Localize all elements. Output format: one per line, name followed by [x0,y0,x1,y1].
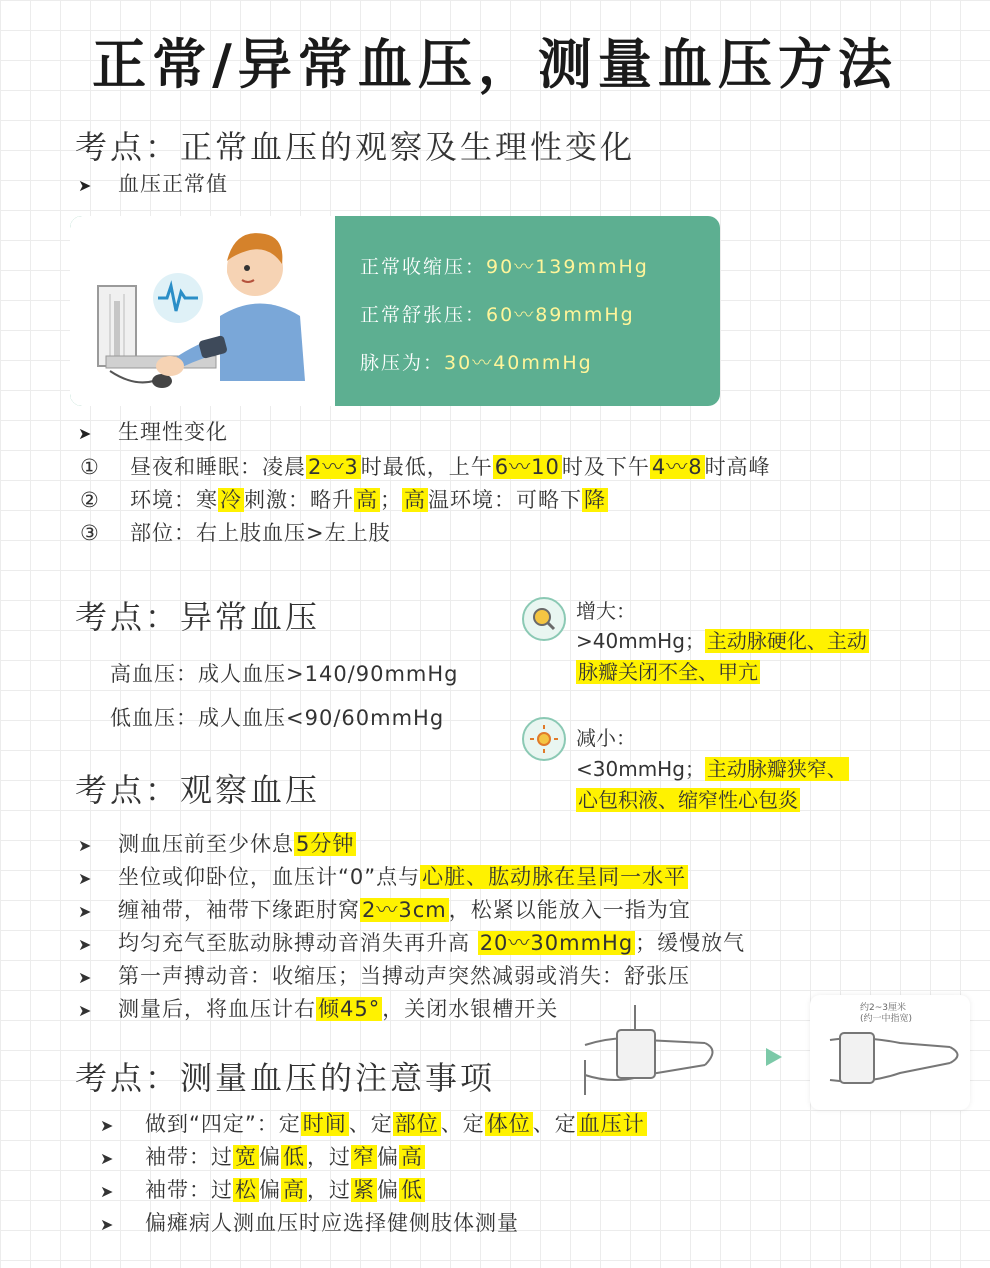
diastolic-label: 正常舒张压： [360,304,487,326]
text: 、定 [348,1112,393,1136]
highlight: 宽 [235,1145,257,1169]
text: ； [380,488,402,512]
observe-item-5 [78,960,690,990]
systolic-value: 90〰139mmHg [486,256,649,278]
arrow-right-icon [766,1048,782,1066]
highlight: 紧 [353,1178,375,1202]
observe-item-4 [78,927,745,957]
arrow-icon: ➤ [100,1215,115,1234]
text: 做到“四定”：定 [145,1112,301,1136]
physio-item-2 [80,484,608,514]
arrow-icon: ➤ [78,935,93,954]
highlight: 心包积液、缩窄性心包炎 [578,788,798,812]
text: 坐位或仰卧位，血压计“0”点与 [118,865,421,889]
text: 均匀充气至肱动脉搏动音消失再升高 [118,931,478,955]
highlight: 松 [235,1178,257,1202]
text: ，松紧以能放入一指为宜 [448,898,691,922]
highlight: 5分钟 [296,832,355,856]
arrow-icon: ➤ [78,968,93,987]
item-number: ① [80,455,100,479]
highlight: 窄 [353,1145,375,1169]
highlight: 体位 [486,1112,531,1136]
highlight: 降 [584,488,606,512]
highlight: 低 [283,1145,305,1169]
pulse-value: 30〰40mmHg [444,352,593,374]
cuff-arm-illustration-1 [575,1005,725,1100]
magnifier-icon [522,597,566,641]
text: ，关闭水银槽开关 [382,997,559,1021]
text: 时高峰 [704,455,771,479]
text: 测量后，将血压计右 [118,997,316,1021]
highlight: 20〰30mmHg [479,931,634,955]
highlight: 时间 [302,1112,347,1136]
text: 环境：寒 [130,488,218,512]
text: 偏 [377,1178,399,1202]
highlight: 6〰10 [494,455,560,479]
arrow-icon: ➤ [78,176,93,195]
note-item-4 [100,1207,519,1237]
section1-sub2 [78,416,228,446]
arrow-icon: ➤ [100,1149,115,1168]
text: ；缓慢放气 [635,931,746,955]
arrow-icon: ➤ [78,836,93,855]
text: 温环境：可略下 [428,488,582,512]
highlight: 4〰8 [651,455,703,479]
text: 偏 [377,1145,399,1169]
pulse-line [360,348,593,375]
text: ，过 [307,1145,351,1169]
text: 袖带：过 [145,1178,233,1202]
diastolic-value: 60〰89mmHg [486,304,635,326]
arrow-icon: ➤ [78,869,93,888]
systolic-label: 正常收缩压： [360,256,487,278]
observe-item-2 [78,861,688,891]
highlight: 高 [356,488,378,512]
highlight: 高 [404,488,426,512]
highlight: 高 [283,1178,305,1202]
text: 、定 [440,1112,485,1136]
text: 偏 [259,1145,281,1169]
bp-measure-illustration [70,216,335,406]
section1-heading: 考点：正常血压的观察及生理性变化 [75,128,636,166]
highlight: 心脏、肱动脉在呈同一水平 [422,865,687,889]
text: 部位：右上肢血压>左上肢 [130,521,391,545]
item-number: ③ [80,521,100,545]
note-item-2 [100,1141,425,1171]
text: 刺激：略升 [244,488,354,512]
highlight: 低 [401,1178,423,1202]
increase-label: 增大： [576,599,636,623]
highlight: 倾45° [318,997,381,1021]
highlight: 2〰3cm [362,898,447,922]
highlight: 冷 [220,488,242,512]
section3-heading: 考点：观察血压 [75,771,321,809]
item-number: ② [80,488,100,512]
sub1-label: 血压正常值 [118,172,228,196]
sun-icon [522,717,566,761]
observe-item-6 [78,993,558,1023]
observe-item-3 [78,894,691,924]
text: 第一声搏动音：收缩压；当搏动声突然减弱或消失：舒张压 [118,964,690,988]
text: 袖带：过 [145,1145,233,1169]
increase-prefix: >40mmHg； [576,629,705,653]
highlight: 部位 [394,1112,439,1136]
decrease-line-2 [576,784,800,813]
doctor-illustration [70,216,335,406]
text: 偏瘫病人测血压时应选择健侧肢体测量 [145,1211,519,1235]
highlight: 2〰3 [308,455,359,479]
note-item-1 [100,1108,647,1138]
observe-item-1 [78,828,356,858]
decrease-line-1 [576,753,849,782]
page-title: 正常/异常血压，测量血压方法 [92,33,898,96]
section1-sub1 [78,168,228,198]
highlight: 主动脉硬化、主动 [706,629,867,653]
text: 时及下午 [561,455,650,479]
highlight: 血压计 [578,1112,645,1136]
sub2-label: 生理性变化 [118,420,228,444]
cuff-arm-illustration-2 [810,995,970,1110]
systolic-line [360,252,649,279]
note-item-3 [100,1174,425,1204]
increase-line-2 [576,656,760,685]
diastolic-line [360,300,635,327]
pulse-label: 脉压为： [360,352,445,374]
arrow-icon: ➤ [78,424,93,443]
hypertension-text: 高血压：成人血压>140/90mmHg [110,662,459,686]
highlight: 高 [401,1145,423,1169]
hypotension-text: 低血压：成人血压<90/60mmHg [110,706,445,730]
text: 测血压前至少休息 [118,832,294,856]
physio-item-3 [80,517,391,547]
text: 偏 [259,1178,281,1202]
decrease-label: 减小： [576,726,636,750]
arrow-icon: ➤ [100,1182,115,1201]
section2-heading: 考点：异常血压 [75,598,321,636]
highlight: 脉瓣关闭不全、甲亢 [578,660,758,684]
text: 缠袖带，袖带下缘距肘窝 [118,898,360,922]
text: ，过 [307,1178,351,1202]
text: 时最低，上午 [360,455,493,479]
physio-item-1 [80,451,771,481]
text: 、定 [532,1112,577,1136]
arrow-icon: ➤ [100,1116,115,1135]
section4-heading: 考点：测量血压的注意事项 [75,1059,496,1097]
increase-line-1 [576,625,869,654]
text: 昼夜和睡眠：凌晨 [130,455,306,479]
arrow-icon: ➤ [78,1001,93,1020]
highlight: 主动脉瓣狭窄、 [706,757,847,781]
figure-caption: 约2~3厘米 (约一中指宽) [860,1003,913,1024]
decrease-prefix: <30mmHg； [576,757,705,781]
normal-bp-card [70,216,720,406]
arrow-icon: ➤ [78,902,93,921]
